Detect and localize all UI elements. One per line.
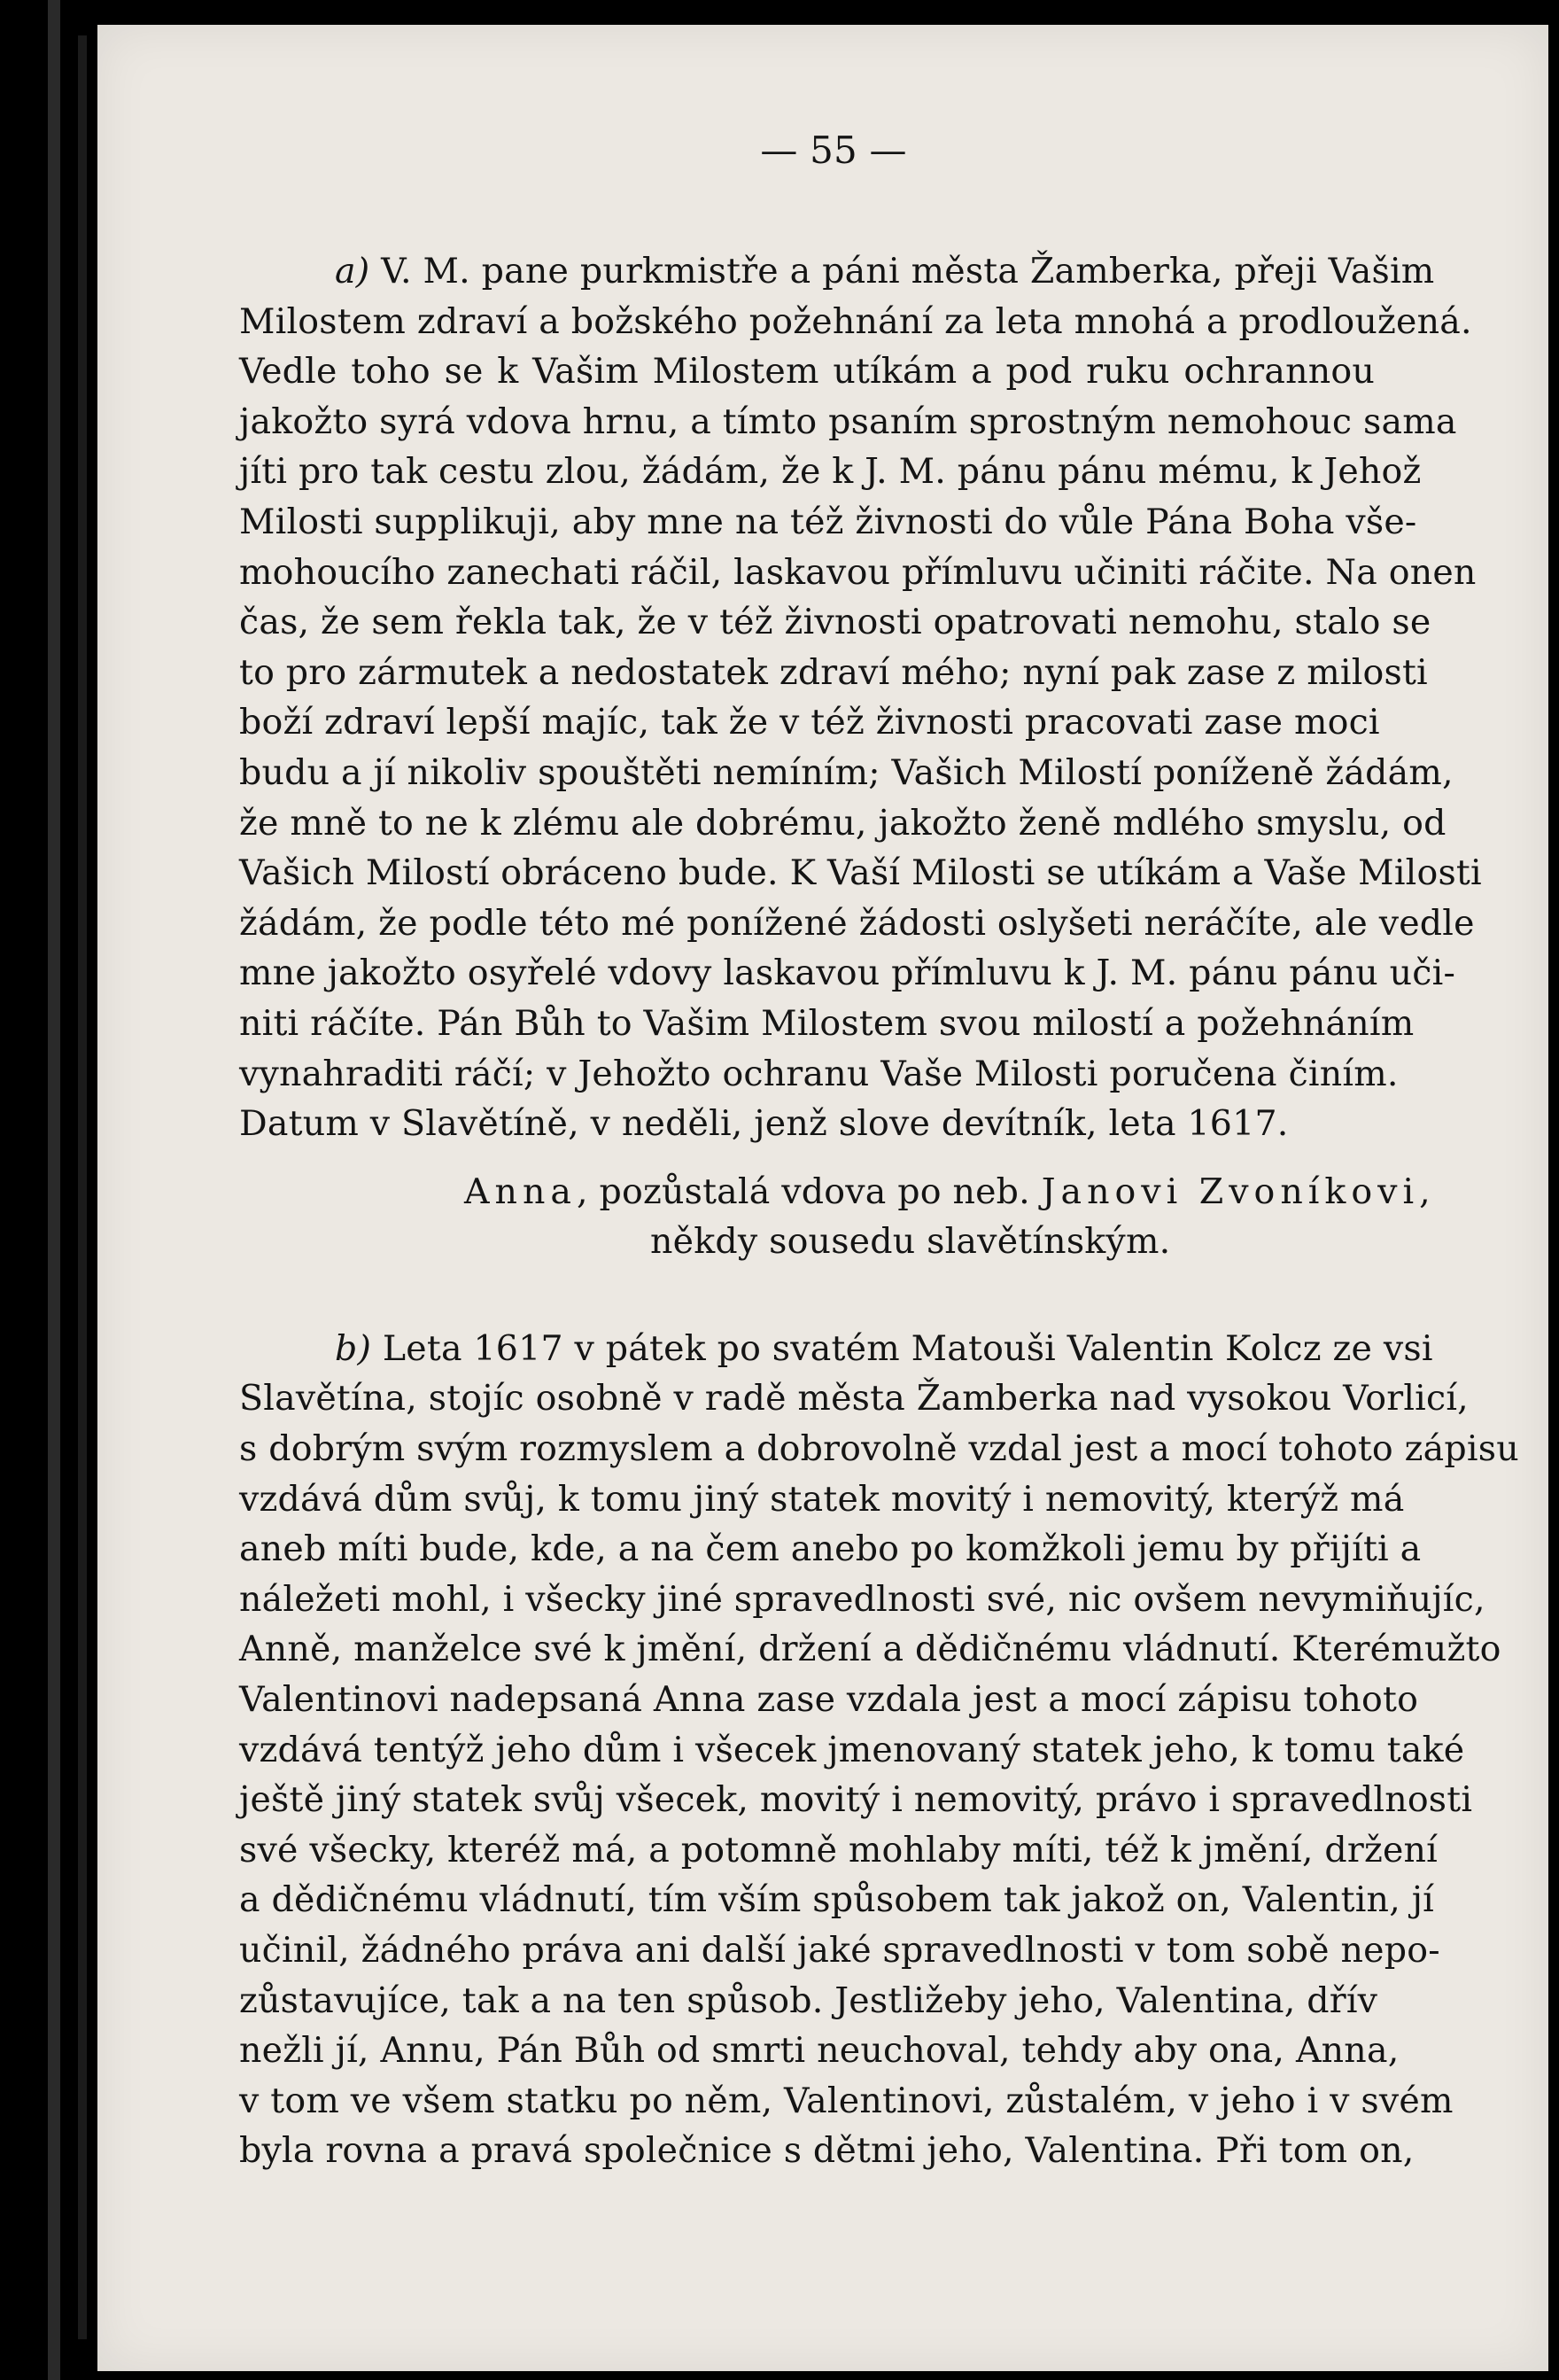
letter-a-line: a) V. M. pane purkmistře a páni města Žamberka, přeji Vašim [335,251,1435,292]
letter-a-line: jakožto syrá vdova hrnu, a tímto psaním sprostným nemohouc sama [239,401,1457,442]
signature-title: , pozůstalá vdova po neb. [576,1171,1030,1212]
letter-a-line: boží zdraví lepší majíc, tak že v též živnosti pracovati zase moci [239,702,1380,743]
letter-b [239,1324,1519,2176]
letter-a-line: jíti pro tak cestu zlou, žádám, že k J. M. pánu pánu mému, k Jehož [239,451,1422,493]
letter-a-line: mne jakožto osyřelé vdovy laskavou přímluvu k J. M. pánu pánu uči- [239,953,1455,994]
letter-a-line: čas, že sem řekla tak, že v též živnosti opatrovati nemohu, stalo se [239,602,1431,643]
letter-b-label: b) [335,1327,372,1369]
letter-b-line: vzdává dům svůj, k tomu jiný statek movitý i nemovitý, kterýž má [239,1478,1405,1520]
letter-b-line: s dobrým svým rozmyslem a dobrovolně vzdal jest a mocí tohoto zápisu [239,1428,1519,1470]
letter-b-line: Anně, manželce své k jmění, držení a dědičnému vládnutí. Kterémužto [239,1629,1501,1670]
letter-a-line: Milosti supplikuji, aby mne na též živnosti do vůle Pána Boha vše- [239,501,1417,542]
letter-a-label: a) [335,251,370,292]
letter-a-line: to pro zármutek a nedostatek zdraví mého; nyní pak zase z milosti [239,651,1428,693]
page-text [239,124,1519,2176]
letter-a-line: Vedle toho se k Vašim Milostem utíkám a pod ruku ochrannou [239,351,1375,393]
letter-b-line: byla rovna a pravá společnice s dětmi jeho, Valentina. Při tom on, [239,2130,1415,2172]
letter-b-line: zůstavujíce, tak a na ten spůsob. Jestližeby jeho, Valentina, dřív [239,1979,1378,2021]
letter-a-line: niti ráčíte. Pán Bůh to Vašim Milostem svou milostí a požehnáním [239,1002,1415,1044]
letter-b-line: aneb míti bude, kde, a na čem anebo po komžkoli jemu by přijíti a [239,1528,1422,1570]
letter-b-line: v tom ve všem statku po něm, Valentinovi, zůstalém, v jeho i v svém [239,2080,1454,2121]
letter-a-line: vynahraditi ráčí; v Jehožto ochranu Vaše Milosti poručena činím. [239,1053,1399,1094]
letter-a-line: mohoucího zanechati ráčil, laskavou přímluvu učiniti ráčite. Na onen [239,551,1477,593]
page-number: — 55 — [760,128,907,172]
letter-a-line: že mně to ne k zlému ale dobrému, jakožto ženě mdlého smyslu, od [239,802,1447,844]
letter-b-line: učinil, žádného práva ani další jaké spravedlnosti v tom sobě nepo- [239,1930,1440,1971]
letter-a-line: Datum v Slavětíně, v neděli, jenž slove devítník, leta 1617. [239,1103,1289,1145]
signature-line-2: někdy sousedu slavětínským. [650,1221,1171,1263]
letter-b-line: své všecky, kteréž má, a potomně mohlaby míti, též k jmění, držení [239,1829,1439,1871]
letter-b-line: Slavětína, stojíc osobně v radě města Žamberka nad vysokou Vorlicí, [239,1378,1469,1419]
letter-b-line: b) Leta 1617 v pátek po svatém Matouši Valentin Kolcz ze vsi [335,1327,1433,1369]
letter-b-line: vzdává tentýž jeho dům i všecek jmenovaný statek jeho, k tomu také [239,1729,1465,1770]
letter-a-line: Milostem zdraví a božského požehnání za leta mnohá a prodloužená. [239,300,1472,342]
letter-a-line: Vašich Milostí obráceno bude. K Vaší Milosti se utíkám a Vaše Milosti [239,852,1482,894]
letter-b-line: a dědičnému vládnutí, tím vším spůsobem tak jakož on, Valentin, jí [239,1879,1434,1921]
letter-b-line: nežli jí, Annu, Pán Bůh od smrti neuchoval, tehdy aby ona, Anna, [239,2030,1400,2072]
letter-a [239,246,1482,1149]
letter-b-line: Valentinovi nadepsaná Anna zase vzdala jest a mocí zápisu tohoto [239,1679,1419,1721]
signature-husband: Janovi Zvoníkovi, [1041,1171,1436,1212]
signature-name: Anna [464,1171,577,1212]
signature [239,1167,1436,1267]
letter-b-line: náležeti mohl, i všecky jiné spravedlnosti své, nic ovšem nevymiňujíc, [239,1578,1485,1620]
binding-edge-inner [78,35,87,2339]
letter-a-line: budu a jí nikoliv spouštěti nemíním; Vašich Milostí poníženě žádám, [239,751,1454,793]
signature-line-1 [464,1167,1436,1217]
binding-edge [48,0,60,2380]
letter-b-line: ještě jiný statek svůj všecek, movitý i nemovitý, právo i spravedlnosti [239,1779,1473,1821]
letter-a-line: žádám, že podle této mé ponížené žádosti oslyšeti neráčíte, ale vedle [239,902,1475,944]
